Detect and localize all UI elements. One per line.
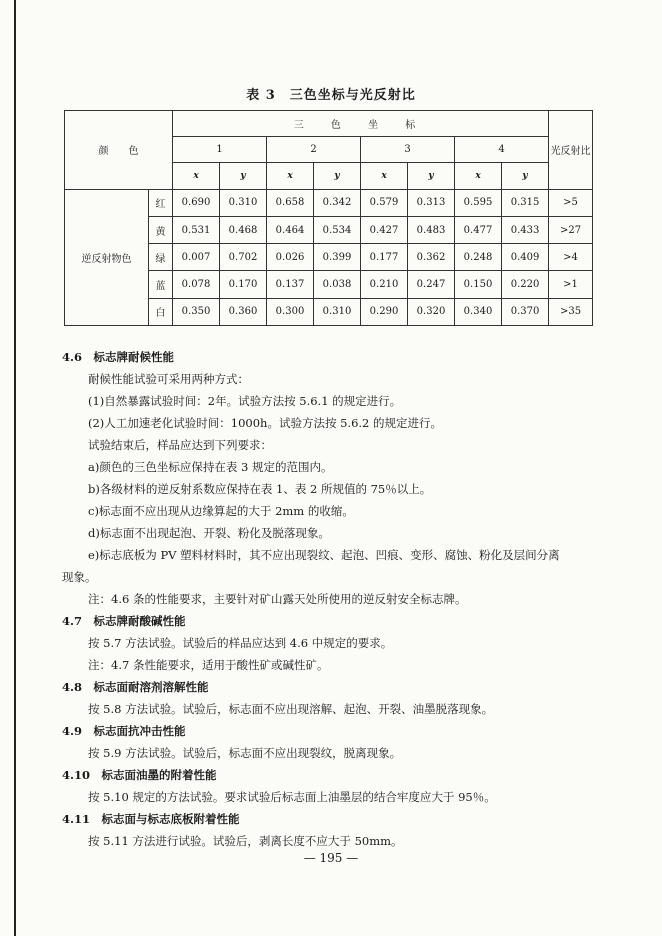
tri-coordinate-header: 三 色 坐 标 bbox=[173, 111, 549, 137]
paragraph: (2)人工加速老化试验时间：1000h。试验方法按 5.6.2 的规定进行。 bbox=[88, 416, 443, 430]
coordinate-cell: 0.300 bbox=[267, 298, 314, 325]
list-item: c)标志面不应出现从边缘算起的大于 2mm 的收缩。 bbox=[88, 504, 354, 518]
coordinate-cell: 0.247 bbox=[408, 271, 455, 298]
group-header: 3 bbox=[361, 137, 455, 163]
coordinate-cell: 0.315 bbox=[502, 189, 549, 216]
y-header: y bbox=[220, 163, 267, 189]
reflectance-cell: >4 bbox=[549, 244, 593, 271]
coordinate-cell: 0.220 bbox=[502, 271, 549, 298]
coordinate-cell: 0.026 bbox=[267, 244, 314, 271]
coordinate-cell: 0.137 bbox=[267, 271, 314, 298]
reflectance-header: 光反射比 bbox=[549, 111, 593, 190]
y-header: y bbox=[502, 163, 549, 189]
coordinate-cell: 0.350 bbox=[173, 298, 220, 325]
x-header: x bbox=[267, 163, 314, 189]
note: 注：4.7 条性能要求，适用于酸性矿或碱性矿。 bbox=[88, 658, 329, 672]
reflectance-cell: >5 bbox=[549, 189, 593, 216]
coordinate-cell: 0.579 bbox=[361, 189, 408, 216]
coordinate-cell: 0.690 bbox=[173, 189, 220, 216]
coordinate-cell: 0.210 bbox=[361, 271, 408, 298]
coordinate-cell: 0.320 bbox=[408, 298, 455, 325]
coordinate-cell: 0.531 bbox=[173, 216, 220, 243]
list-item: d)标志面不出现起泡、开裂、粉化及脱落现象。 bbox=[88, 526, 330, 540]
list-item: b)各级材料的逆反射系数应保持在表 1、表 2 所规值的 75％以上。 bbox=[88, 482, 432, 496]
reflectance-cell: >27 bbox=[549, 216, 593, 243]
color-header: 颜 色 bbox=[65, 111, 173, 190]
category-cell: 逆反射物色 bbox=[65, 189, 149, 325]
coordinate-cell: 0.360 bbox=[220, 298, 267, 325]
paragraph: 耐候性能试验可采用两种方式： bbox=[88, 372, 249, 386]
coordinate-cell: 0.483 bbox=[408, 216, 455, 243]
y-header: y bbox=[314, 163, 361, 189]
coordinate-cell: 0.248 bbox=[455, 244, 502, 271]
section-heading: 4.8 标志面耐溶剂溶解性能 bbox=[62, 680, 209, 694]
coordinate-cell: 0.150 bbox=[455, 271, 502, 298]
color-name-cell: 蓝 bbox=[149, 271, 173, 298]
coordinate-cell: 0.078 bbox=[173, 271, 220, 298]
x-header: x bbox=[173, 163, 220, 189]
paragraph: 按 5.7 方法试验。试验后的样品应达到 4.6 中规定的要求。 bbox=[88, 636, 393, 650]
coordinate-cell: 0.310 bbox=[314, 298, 361, 325]
binding-margin-line bbox=[14, 0, 16, 936]
coordinate-cell: 0.464 bbox=[267, 216, 314, 243]
coordinate-cell: 0.370 bbox=[502, 298, 549, 325]
reflectance-cell: >35 bbox=[549, 298, 593, 325]
coordinate-cell: 0.399 bbox=[314, 244, 361, 271]
paragraph: 按 5.9 方法试验。试验后，标志面不应出现裂纹，脱离现象。 bbox=[88, 746, 402, 760]
coordinate-cell: 0.433 bbox=[502, 216, 549, 243]
chromaticity-table bbox=[64, 110, 593, 326]
group-header: 1 bbox=[173, 137, 267, 163]
coordinate-cell: 0.313 bbox=[408, 189, 455, 216]
section-heading: 4.6 标志牌耐候性能 bbox=[62, 350, 175, 364]
page-number: — 195 — bbox=[303, 851, 359, 865]
coordinate-cell: 0.427 bbox=[361, 216, 408, 243]
coordinate-cell: 0.362 bbox=[408, 244, 455, 271]
list-item-continued: 现象。 bbox=[62, 570, 97, 584]
section-heading: 4.7 标志牌耐酸碱性能 bbox=[62, 614, 186, 628]
paragraph: 试验结束后，样品应达到下列要求： bbox=[88, 438, 272, 452]
coordinate-cell: 0.310 bbox=[220, 189, 267, 216]
coordinate-cell: 0.290 bbox=[361, 298, 408, 325]
reflectance-cell: >1 bbox=[549, 271, 593, 298]
paragraph: 按 5.11 方法进行试验。试验后，剥离长度不应大于 50mm。 bbox=[88, 834, 403, 848]
coordinate-cell: 0.170 bbox=[220, 271, 267, 298]
coordinate-cell: 0.409 bbox=[502, 244, 549, 271]
color-name-cell: 黄 bbox=[149, 216, 173, 243]
x-header: x bbox=[455, 163, 502, 189]
coordinate-cell: 0.477 bbox=[455, 216, 502, 243]
coordinate-cell: 0.658 bbox=[267, 189, 314, 216]
color-name-cell: 红 bbox=[149, 189, 173, 216]
coordinate-cell: 0.340 bbox=[455, 298, 502, 325]
paragraph: (1)自然暴露试验时间：2年。试验方法按 5.6.1 的规定进行。 bbox=[88, 394, 402, 408]
section-heading: 4.10 标志面油墨的附着性能 bbox=[62, 768, 217, 782]
color-name-cell: 绿 bbox=[149, 244, 173, 271]
paragraph: 按 5.10 规定的方法试验。要求试验后标志面上油墨层的结合牢度应大于 95％。 bbox=[88, 790, 496, 804]
table-row bbox=[65, 189, 593, 216]
coordinate-cell: 0.595 bbox=[455, 189, 502, 216]
body-text bbox=[62, 346, 622, 852]
table-title: 表 3 三色坐标与光反射比 bbox=[246, 88, 416, 103]
list-item: e)标志底板为 PV 塑料材料时，其不应出现裂纹、起泡、凹痕、变形、腐蚀、粉化及层间分离 bbox=[88, 548, 560, 562]
note: 注：4.6 条的性能要求，主要针对矿山露天处所使用的逆反射安全标志牌。 bbox=[88, 592, 467, 606]
group-header: 2 bbox=[267, 137, 361, 163]
coordinate-cell: 0.342 bbox=[314, 189, 361, 216]
coordinate-cell: 0.038 bbox=[314, 271, 361, 298]
group-header: 4 bbox=[455, 137, 549, 163]
x-header: x bbox=[361, 163, 408, 189]
paragraph: 按 5.8 方法试验。试验后，标志面不应出现溶解、起泡、开裂、油墨脱落现象。 bbox=[88, 702, 494, 716]
section-heading: 4.9 标志面抗冲击性能 bbox=[62, 724, 186, 738]
coordinate-cell: 0.468 bbox=[220, 216, 267, 243]
section-heading: 4.11 标志面与标志底板附着性能 bbox=[62, 812, 240, 826]
y-header: y bbox=[408, 163, 455, 189]
coordinate-cell: 0.702 bbox=[220, 244, 267, 271]
coordinate-cell: 0.534 bbox=[314, 216, 361, 243]
list-item: a)颜色的三色坐标应保持在表 3 规定的范围内。 bbox=[88, 460, 333, 474]
coordinate-cell: 0.007 bbox=[173, 244, 220, 271]
color-name-cell: 白 bbox=[149, 298, 173, 325]
coordinate-cell: 0.177 bbox=[361, 244, 408, 271]
